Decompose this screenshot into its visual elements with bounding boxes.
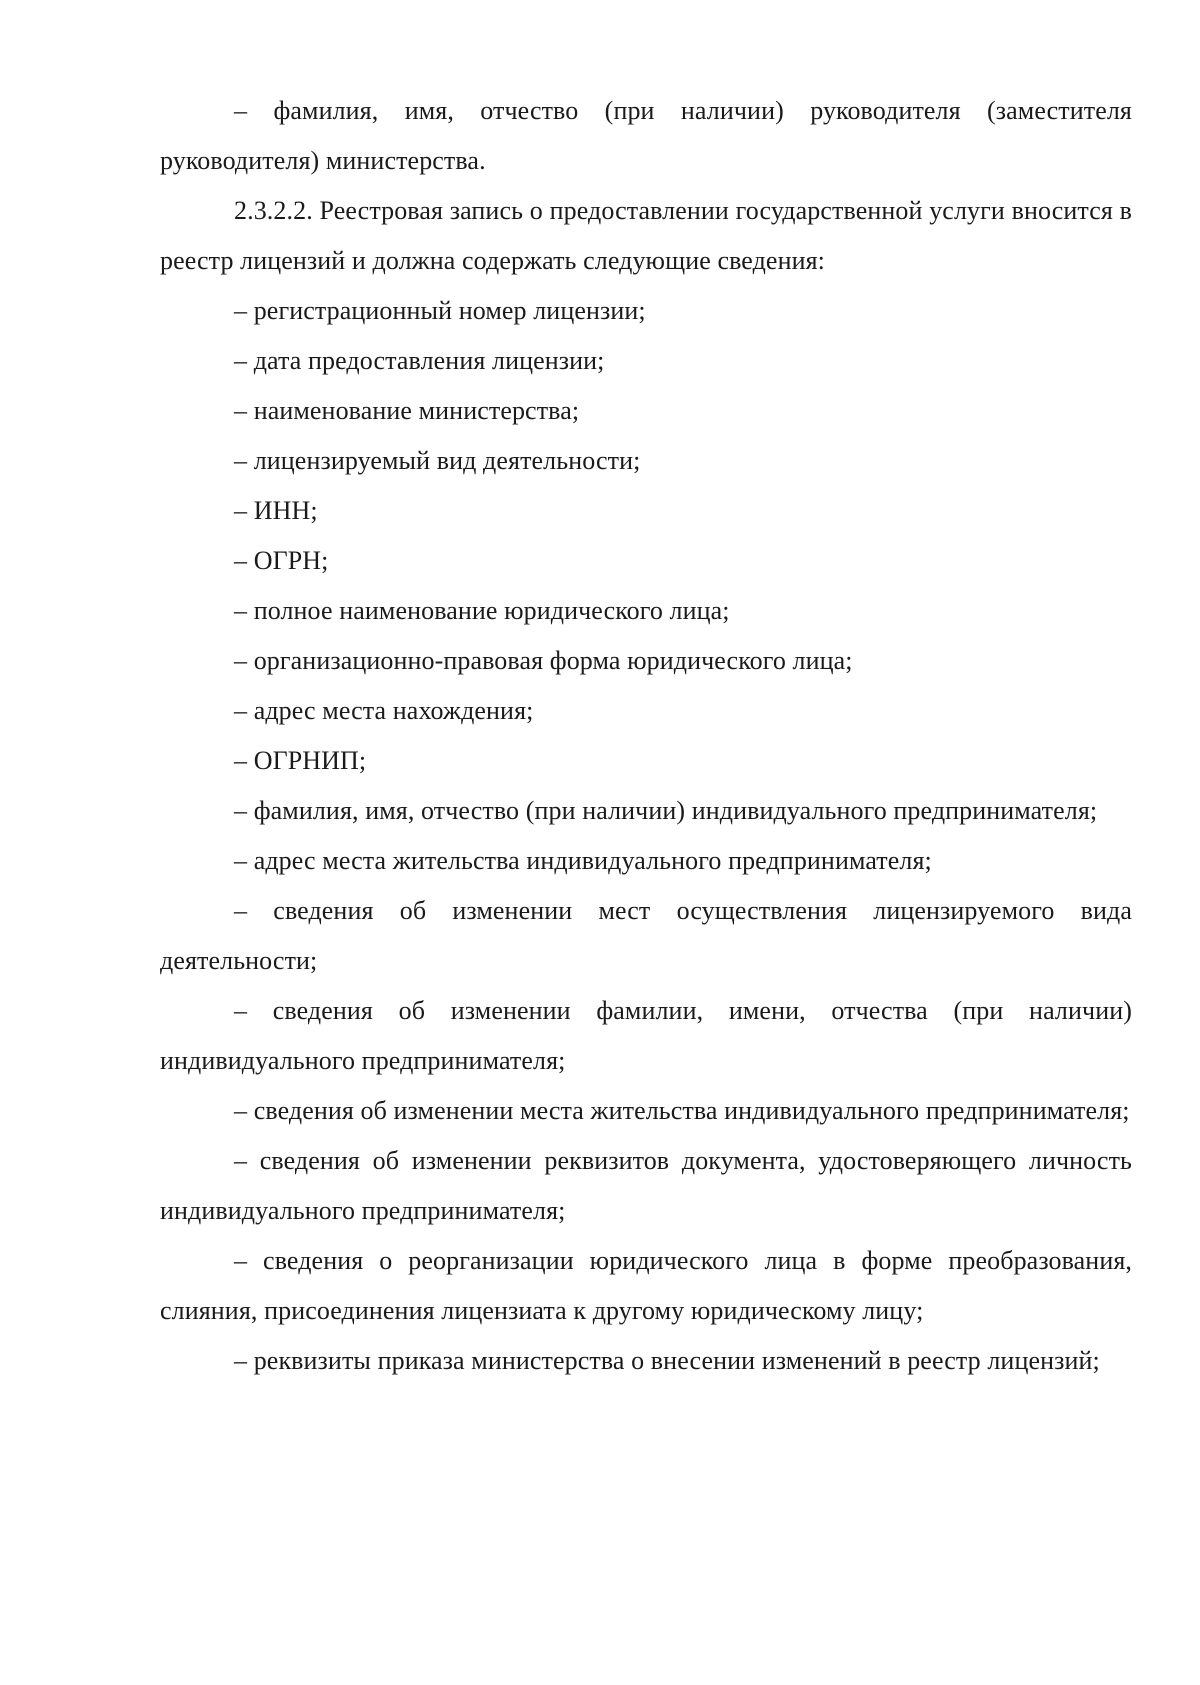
- list-item: – адрес места нахождения;: [234, 696, 534, 725]
- list-item: – лицензируемый вид деятельности;: [234, 446, 641, 475]
- list-item: – сведения об изменении места жительства индивидуального предпринимателя;: [234, 1096, 1130, 1125]
- list-item: – ОГРН;: [234, 546, 329, 575]
- list-item: – организационно-правовая форма юридического лица;: [234, 646, 853, 675]
- list-item: – ОГРНИП;: [234, 746, 367, 775]
- list-item: – наименование министерства;: [234, 396, 580, 425]
- document-body: [160, 86, 1132, 1386]
- list-item: – сведения об изменении фамилии, имени, отчества (при наличии) индивидуального предпринимателя;: [160, 996, 1132, 1075]
- list-item: – фамилия, имя, отчество (при наличии) индивидуального предпринимателя;: [234, 796, 1098, 825]
- list-item: – ИНН;: [234, 496, 318, 525]
- list-item: – полное наименование юридического лица;: [234, 596, 730, 625]
- list-item: – регистрационный номер лицензии;: [234, 296, 646, 325]
- list-item: – сведения об изменении мест осуществления лицензируемого вида деятельности;: [160, 896, 1132, 975]
- list-item: – сведения об изменении реквизитов документа, удостоверяющего личность индивидуального предпринимателя;: [160, 1146, 1132, 1225]
- paragraph: – фамилия, имя, отчество (при наличии) руководителя (заместителя руководителя) министерства.: [160, 96, 1132, 175]
- list-item: – реквизиты приказа министерства о внесении изменений в реестр лицензий;: [234, 1346, 1100, 1375]
- list-item: – дата предоставления лицензии;: [234, 346, 605, 375]
- list-item: – адрес места жительства индивидуального предпринимателя;: [234, 846, 932, 875]
- paragraph: 2.3.2.2. Реестровая запись о предоставлении государственной услуги вносится в реестр лицензий и должна содержать следующие сведения:: [160, 196, 1132, 275]
- list-item: – сведения о реорганизации юридического лица в форме преобразования, слияния, присоединения лицензиата к другому юридическому лицу;: [160, 1246, 1132, 1325]
